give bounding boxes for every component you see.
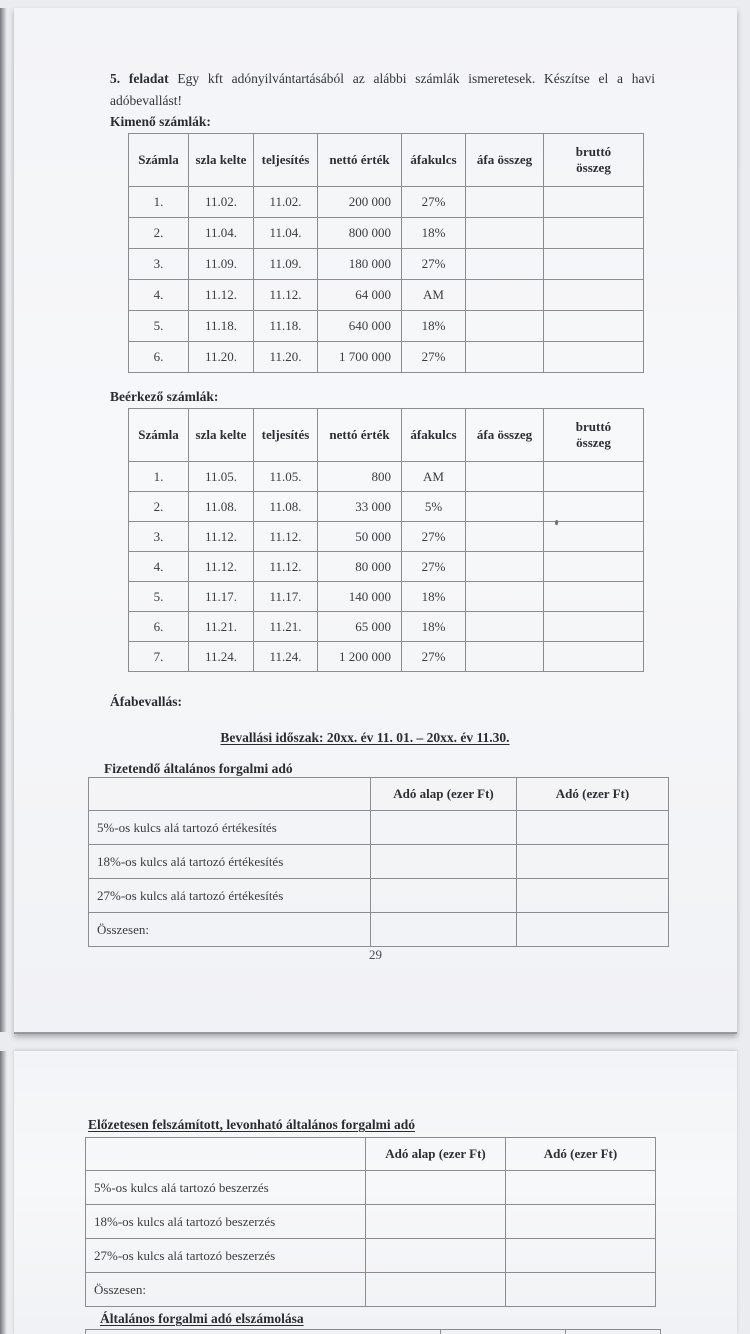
table-cell: 11.24. bbox=[189, 642, 254, 672]
table-cell: 11.12. bbox=[254, 280, 318, 311]
table-row bbox=[129, 342, 644, 373]
table-cell: 11.02. bbox=[189, 187, 254, 218]
column-header: Adó (ezer Ft) bbox=[506, 1138, 656, 1171]
table-cell: 6. bbox=[129, 342, 189, 373]
table-cell bbox=[366, 1239, 506, 1273]
table-cell: 11.21. bbox=[254, 612, 318, 642]
column-header: nettó érték bbox=[318, 134, 402, 187]
table-cell: 65 000 bbox=[318, 612, 402, 642]
table-cell: 5. bbox=[129, 582, 189, 612]
table-cell: 18% bbox=[402, 582, 466, 612]
table-header-row bbox=[89, 778, 669, 811]
column-header: Számla bbox=[129, 409, 189, 462]
table-cell: 11.08. bbox=[189, 492, 254, 522]
column-header bbox=[86, 1330, 441, 1334]
table-row bbox=[129, 462, 644, 492]
table-cell bbox=[466, 218, 544, 249]
table-cell: 4. bbox=[129, 280, 189, 311]
table-row bbox=[129, 249, 644, 280]
table-cell bbox=[544, 249, 644, 280]
table-cell bbox=[371, 913, 517, 947]
table-header-row bbox=[86, 1138, 656, 1171]
table-row bbox=[86, 1239, 656, 1273]
table-row bbox=[129, 612, 644, 642]
incoming-invoices-title: Beérkező számlák: bbox=[110, 389, 219, 404]
table-cell: 1 200 000 bbox=[318, 642, 402, 672]
table-cell: 11.02. bbox=[254, 187, 318, 218]
table-cell bbox=[366, 1171, 506, 1205]
table-row bbox=[129, 187, 644, 218]
table-row bbox=[86, 1273, 656, 1307]
vat-return-title: Áfabevallás: bbox=[110, 694, 182, 709]
vat-settlement-table bbox=[85, 1329, 661, 1334]
table-cell: 18%-os kulcs alá tartozó értékesítés bbox=[89, 845, 371, 879]
table-cell: 27% bbox=[402, 522, 466, 552]
task-heading bbox=[110, 68, 655, 111]
table-cell: 200 000 bbox=[318, 187, 402, 218]
table-cell: 11.04. bbox=[254, 218, 318, 249]
table-cell: 11.20. bbox=[189, 342, 254, 373]
column-header: Adó alap (ezer Ft) bbox=[366, 1138, 506, 1171]
table-cell: 11.17. bbox=[254, 582, 318, 612]
table-cell: 11.05. bbox=[189, 462, 254, 492]
table-row bbox=[129, 280, 644, 311]
table-cell bbox=[544, 612, 644, 642]
table-cell: 27% bbox=[402, 187, 466, 218]
deductible-vat-title: Előzetesen felszámított, levonható általános forgalmi adó bbox=[88, 1117, 415, 1132]
table-cell: 3. bbox=[129, 522, 189, 552]
table-cell bbox=[466, 552, 544, 582]
table-cell bbox=[371, 879, 517, 913]
table-row bbox=[86, 1205, 656, 1239]
table-cell: 11.12. bbox=[189, 280, 254, 311]
table-cell bbox=[466, 492, 544, 522]
table-cell bbox=[506, 1239, 656, 1273]
table-row bbox=[89, 845, 669, 879]
table-cell: 11.09. bbox=[189, 249, 254, 280]
table-cell: 4. bbox=[129, 552, 189, 582]
task-text: Egy kft adónyilvántartásából az alábbi számlák ismeretesek. Készítse el a havi adóbevallást! bbox=[110, 71, 655, 108]
table-cell: 11.24. bbox=[254, 642, 318, 672]
table-row bbox=[129, 311, 644, 342]
table-cell: 11.08. bbox=[254, 492, 318, 522]
table-cell bbox=[466, 280, 544, 311]
table-row bbox=[129, 552, 644, 582]
table-cell bbox=[506, 1273, 656, 1307]
column-header: Számla bbox=[129, 134, 189, 187]
column-header: szla kelte bbox=[189, 134, 254, 187]
table-cell: 11.12. bbox=[189, 522, 254, 552]
table-cell: 64 000 bbox=[318, 280, 402, 311]
table-cell bbox=[466, 462, 544, 492]
table-row bbox=[129, 218, 644, 249]
table-cell bbox=[466, 522, 544, 552]
table-cell: 80 000 bbox=[318, 552, 402, 582]
table-cell: 11.12. bbox=[189, 552, 254, 582]
table-cell: 50 000 bbox=[318, 522, 402, 552]
table-cell bbox=[506, 1171, 656, 1205]
table-cell bbox=[371, 811, 517, 845]
table-cell bbox=[517, 845, 669, 879]
table-cell: 7. bbox=[129, 642, 189, 672]
table-cell bbox=[466, 187, 544, 218]
table-cell: 5%-os kulcs alá tartozó értékesítés bbox=[89, 811, 371, 845]
table-cell: 27%-os kulcs alá tartozó értékesítés bbox=[89, 879, 371, 913]
table-cell: 3. bbox=[129, 249, 189, 280]
table-cell bbox=[466, 642, 544, 672]
table-cell bbox=[517, 879, 669, 913]
table-cell: 11.21. bbox=[189, 612, 254, 642]
table-cell: 11.12. bbox=[254, 522, 318, 552]
table-cell: 18%-os kulcs alá tartozó beszerzés bbox=[86, 1205, 366, 1239]
table-cell bbox=[544, 462, 644, 492]
table-cell: 11.09. bbox=[254, 249, 318, 280]
task-number: 5. feladat bbox=[110, 71, 169, 86]
table-cell: 27% bbox=[402, 342, 466, 373]
table-cell bbox=[466, 582, 544, 612]
column-header: áfa összeg bbox=[466, 409, 544, 462]
table-row bbox=[129, 492, 644, 522]
page-number: 29 bbox=[369, 947, 382, 962]
table-row bbox=[89, 811, 669, 845]
scan-edge-shadow bbox=[0, 8, 7, 1032]
table-header-row bbox=[86, 1330, 661, 1334]
table-cell bbox=[544, 492, 644, 522]
table-cell bbox=[544, 218, 644, 249]
column-header: teljesítés bbox=[254, 409, 318, 462]
table-cell bbox=[466, 311, 544, 342]
column-header: bruttó összeg bbox=[544, 409, 644, 462]
table-cell: 2. bbox=[129, 492, 189, 522]
table-cell bbox=[371, 845, 517, 879]
table-row bbox=[89, 879, 669, 913]
table-cell: 180 000 bbox=[318, 249, 402, 280]
table-cell bbox=[544, 642, 644, 672]
table-cell: AM bbox=[402, 462, 466, 492]
table-cell bbox=[466, 342, 544, 373]
table-cell: 18% bbox=[402, 311, 466, 342]
document-page-next bbox=[14, 1051, 737, 1334]
table-cell: 11.18. bbox=[254, 311, 318, 342]
table-cell: 800 bbox=[318, 462, 402, 492]
table-cell bbox=[366, 1273, 506, 1307]
table-cell: AM bbox=[402, 280, 466, 311]
incoming-invoices-table bbox=[128, 408, 644, 672]
table-row bbox=[89, 913, 669, 947]
table-cell: 1 700 000 bbox=[318, 342, 402, 373]
table-cell: 11.20. bbox=[254, 342, 318, 373]
table-cell: 27% bbox=[402, 552, 466, 582]
table-cell: 1. bbox=[129, 462, 189, 492]
deductible-vat-table bbox=[85, 1137, 656, 1307]
table-cell bbox=[466, 612, 544, 642]
table-cell bbox=[544, 582, 644, 612]
table-cell: 11.05. bbox=[254, 462, 318, 492]
table-cell: 27%-os kulcs alá tartozó beszerzés bbox=[86, 1239, 366, 1273]
table-cell bbox=[517, 913, 669, 947]
column-header: bruttó összeg bbox=[544, 134, 644, 187]
table-cell: 1. bbox=[129, 187, 189, 218]
table-cell: 6. bbox=[129, 612, 189, 642]
document-page-29 bbox=[14, 8, 737, 1034]
column-header: teljesítés bbox=[254, 134, 318, 187]
column-header: áfakulcs bbox=[402, 409, 466, 462]
table-cell: 640 000 bbox=[318, 311, 402, 342]
outgoing-invoices-table bbox=[128, 133, 644, 373]
table-cell: 11.12. bbox=[254, 552, 318, 582]
scan-edge-shadow bbox=[0, 1051, 7, 1334]
column-header bbox=[566, 1330, 661, 1334]
table-cell bbox=[517, 811, 669, 845]
table-cell bbox=[544, 552, 644, 582]
table-row bbox=[129, 642, 644, 672]
vat-settlement-title: Általános forgalmi adó elszámolása bbox=[100, 1311, 304, 1326]
column-header: Adó (ezer Ft) bbox=[517, 778, 669, 811]
table-header-row bbox=[129, 134, 644, 187]
table-header-row bbox=[129, 409, 644, 462]
table-cell: Összesen: bbox=[89, 913, 371, 947]
table-cell bbox=[366, 1205, 506, 1239]
table-cell: 27% bbox=[402, 642, 466, 672]
payable-vat-title: Fizetendő általános forgalmi adó bbox=[104, 761, 293, 776]
column-header bbox=[86, 1138, 366, 1171]
table-cell: 18% bbox=[402, 218, 466, 249]
outgoing-invoices-title: Kimenő számlák: bbox=[110, 114, 211, 129]
table-cell: 33 000 bbox=[318, 492, 402, 522]
table-cell: 11.17. bbox=[189, 582, 254, 612]
column-header: áfa összeg bbox=[466, 134, 544, 187]
column-header: szla kelte bbox=[189, 409, 254, 462]
table-cell: Összesen: bbox=[86, 1273, 366, 1307]
column-header bbox=[89, 778, 371, 811]
table-cell: 11.04. bbox=[189, 218, 254, 249]
payable-vat-table bbox=[88, 777, 669, 947]
column-header bbox=[441, 1330, 566, 1334]
table-cell: 27% bbox=[402, 249, 466, 280]
table-cell: 2. bbox=[129, 218, 189, 249]
table-cell: 5%-os kulcs alá tartozó beszerzés bbox=[86, 1171, 366, 1205]
declaration-period: Bevallási időszak: 20xx. év 11. 01. – 20xx. év 11.30. bbox=[220, 730, 510, 745]
table-cell bbox=[544, 522, 644, 552]
table-row bbox=[129, 582, 644, 612]
table-cell: 18% bbox=[402, 612, 466, 642]
table-cell bbox=[544, 280, 644, 311]
column-header: nettó érték bbox=[318, 409, 402, 462]
column-header: Adó alap (ezer Ft) bbox=[371, 778, 517, 811]
table-cell bbox=[544, 311, 644, 342]
table-cell bbox=[466, 249, 544, 280]
table-cell: 5. bbox=[129, 311, 189, 342]
table-row bbox=[86, 1171, 656, 1205]
column-header: áfakulcs bbox=[402, 134, 466, 187]
table-row bbox=[129, 522, 644, 552]
table-cell bbox=[544, 342, 644, 373]
table-cell bbox=[544, 187, 644, 218]
table-cell: 11.18. bbox=[189, 311, 254, 342]
table-cell: 800 000 bbox=[318, 218, 402, 249]
table-cell bbox=[506, 1205, 656, 1239]
table-cell: 5% bbox=[402, 492, 466, 522]
table-cell: 140 000 bbox=[318, 582, 402, 612]
